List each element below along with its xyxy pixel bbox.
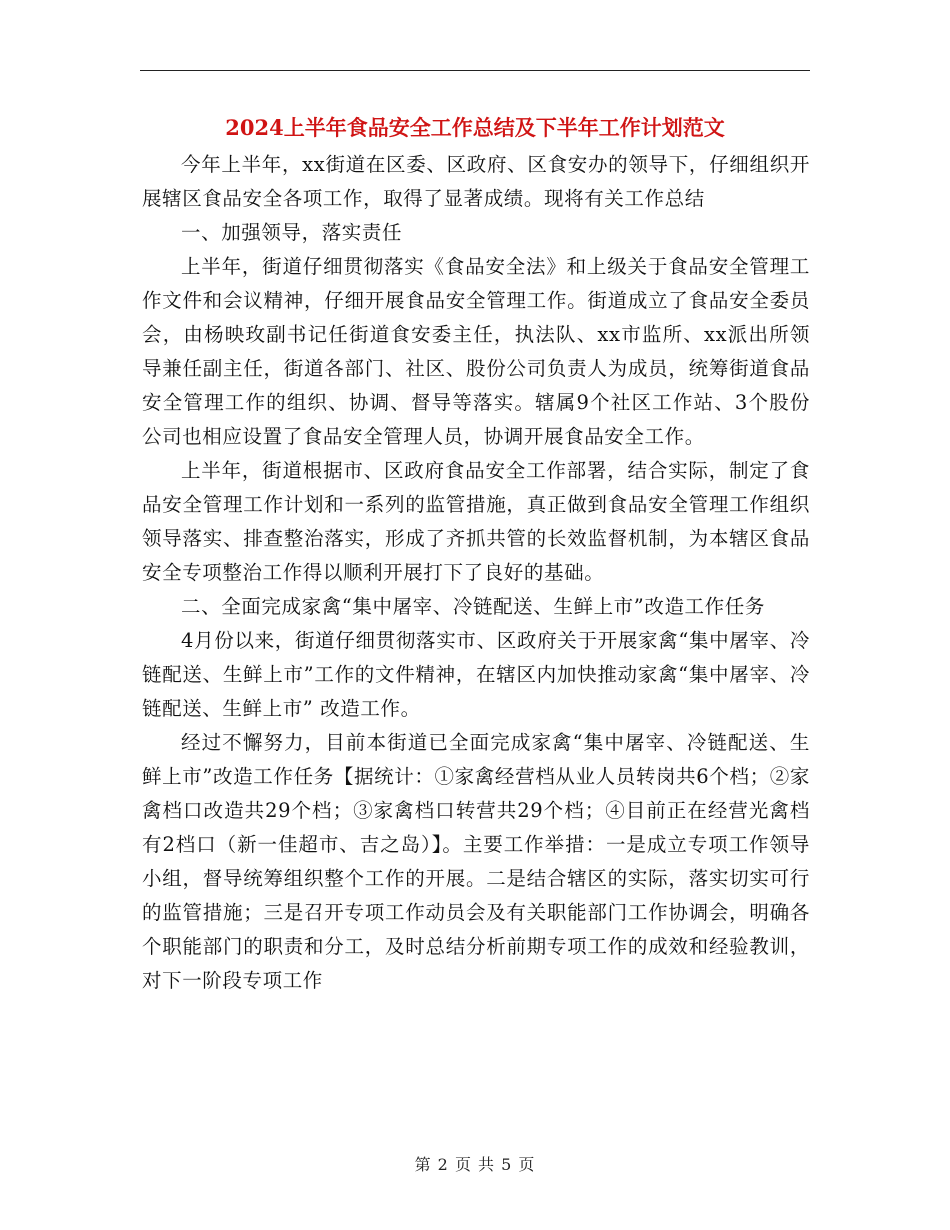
paragraph-leadership: 上半年，街道仔细贯彻落实《食品安全法》和上级关于食品安全管理工作文件和会议精神，仔细开展食品安全管理工作。街道成立了食品安全委员会，由杨映玫副书记任街道食安委主任，执法队、xx市监所、xx派出所领导兼任副主任，街道各部门、社区、股份公司负责人为成员，统筹街道食品安全管理工作的组织、协调、督导等落实。辖属9个社区工作站、3个股份公司也相应设置了食品安全管理人员，协调开展食品安全工作。 [142, 255, 810, 448]
section-heading-1: 一、加强领导，落实责任 [181, 221, 403, 244]
section-heading-2: 二、全面完成家禽“集中屠宰、冷链配送、生鲜上市”改造工作任务 [181, 595, 765, 618]
paragraph-intro: 今年上半年，xx街道在区委、区政府、区食安办的领导下，仔细组织开展辖区食品安全各项工作，取得了显著成绩。现将有关工作总结 [142, 153, 810, 210]
header-rule [140, 70, 810, 71]
paragraph-plan: 上半年，街道根据市、区政府食品安全工作部署，结合实际，制定了食品安全管理工作计划和一系列的监管措施，真正做到食品安全管理工作组织领导落实、排查整治落实，形成了齐抓共管的长效监督机制，为本辖区食品安全专项整治工作得以顺利开展打下了良好的基础。 [142, 459, 810, 584]
paragraph-progress: 经过不懈努力，目前本街道已全面完成家禽“集中屠宰、冷链配送、生鲜上市”改造工作任务【据统计：①家禽经营档从业人员转岗共6个档；②家禽档口改造共29个档；③家禽档口转营共29个档；④目前正在经营光禽档有2档口（新一佳超市、吉之岛）】。主要工作举措：一是成立专项工作领导小组，督导统筹组织整个工作的开展。二是结合辖区的实际，落实切实可行的监管措施；三是召开专项工作动员会及有关职能部门工作协调会，明确各个职能部门的职责和分工，及时总结分析前期专项工作的成效和经验教训，对下一阶段专项工作 [142, 731, 810, 992]
paragraph-april: 4月份以来，街道仔细贯彻落实市、区政府关于开展家禽“集中屠宰、冷链配送、生鲜上市”工作的文件精神，在辖区内加快推动家禽“集中屠宰、冷链配送、生鲜上市” 改造工作。 [142, 629, 810, 720]
document-title: 2024上半年食品安全工作总结及下半年工作计划范文 [225, 115, 725, 140]
document-body [142, 148, 810, 998]
page-number-footer: 第 2 页 共 5 页 [414, 1155, 536, 1174]
